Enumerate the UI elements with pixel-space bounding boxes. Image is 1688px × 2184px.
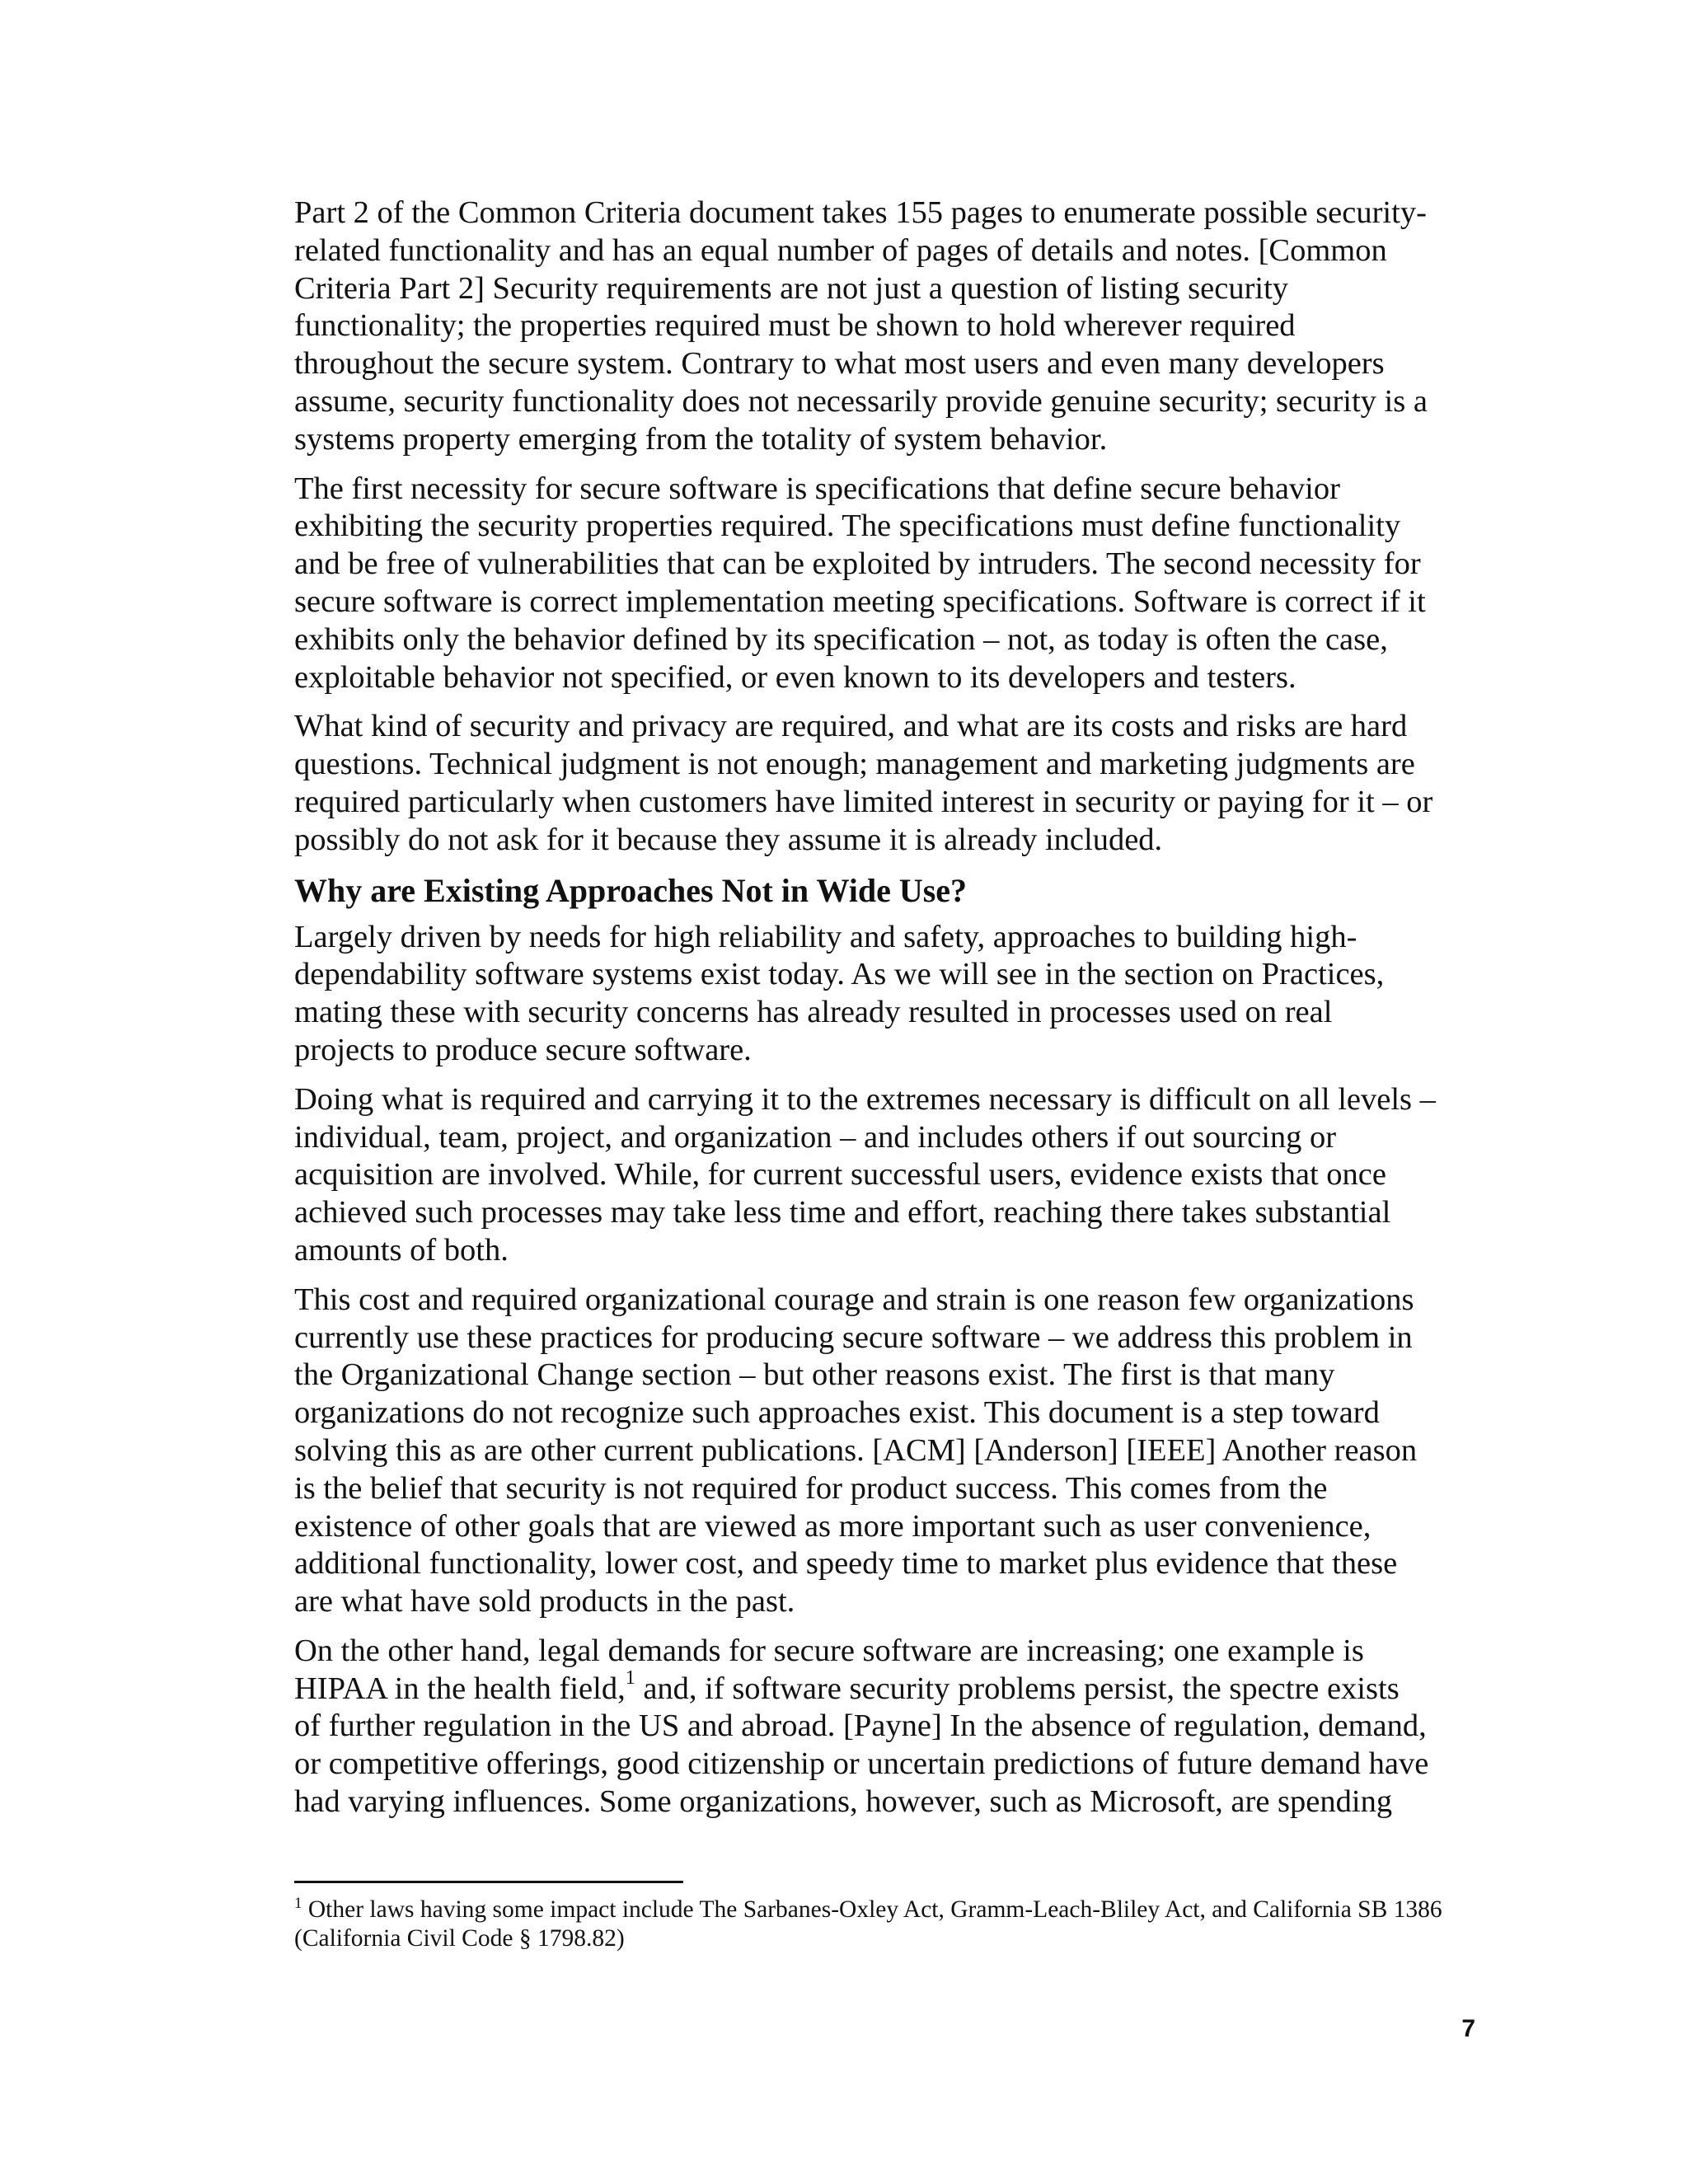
- footnote: [294, 1896, 1481, 1953]
- paragraph-first-necessity: The first necessity for secure software is specifications that define secure behavior exhibiting the security properties required. The specifications must define functionality and be free of vulnerabilities that can be exploited by intruders. The second necessity for secure software is correct implementation meeting specifications. Software is correct if it exhibits only the behavior defined by its specification – not, as today is often the case, exploitable behavior not specified, or even known to its developers and testers.: [294, 471, 1426, 695]
- paragraph-cost-courage: This cost and required organizational courage and strain is one reason few organizations currently use these practices for producing secure software – we address this problem in the Organizational Change section – but other reasons exist. The first is that many organizations do not recognize such approaches exist. This document is a step toward solving this as are other current publications. [ACM] [Anderson] [IEEE] Another reason is the belief that security is not required for product success. This comes from the existence of other goals that are viewed as more important such as user convenience, additional functionality, lower cost, and speedy time to market plus evidence that these are what have sold products in the past.: [294, 1282, 1418, 1619]
- paragraph-extremes-necessary: Doing what is required and carrying it to the extremes necessary is difficult on all levels – individual, team, project, and organization – and includes others if out sourcing or acquisition are involved. While, for current successful users, evidence exists that once achieved such processes may take less time and effort, reaching there takes substantial amounts of both.: [294, 1081, 1436, 1268]
- paragraph-common-criteria: Part 2 of the Common Criteria document takes 155 pages to enumerate possible security- related functionality and has an equal number of pages of details and notes. [Common Criteria Part 2] Security requirements are not just a question of listing security functionality; the properties required must be shown to hold wherever required throughout the secure system. Contrary to what most users and even many developers assume, security functionality does not necessarily provide genuine security; security is a systems property emerging from the totality of system behavior.: [294, 195, 1428, 457]
- footnote-separator: [294, 1881, 683, 1883]
- section-heading: Why are Existing Approaches Not in Wide Use?: [294, 871, 968, 909]
- paragraph-legal-demands: [294, 1633, 1481, 1821]
- paragraph-reliability-safety: Largely driven by needs for high reliability and safety, approaches to building high- dependability software systems exist today. As we will see in the section on Practices, mating these with security concerns has already resulted in processes used on real projects to produce secure software.: [294, 919, 1385, 1067]
- footnote-reference[interactable]: 1: [625, 1666, 635, 1689]
- page-number: 7: [1461, 2015, 1475, 2042]
- document-body: [294, 194, 1481, 1833]
- legal-demands-text-start: On the other hand, legal demands for secure software are increasing; one example is HIPAA in the health field,: [294, 1633, 1364, 1706]
- paragraph-security-privacy: What kind of security and privacy are required, and what are its costs and risks are hard questions. Technical judgment is not enough; management and marketing judgments are required particularly when customers have limited interest in security or paying for it – or possibly do not ask for it because they assume it is already included.: [294, 709, 1433, 857]
- footnote-text: Other laws having some impact include The Sarbanes-Oxley Act, Gramm-Leach-Bliley Act, and California SB 1386 (California Civil Code § 1798.82): [294, 1896, 1442, 1952]
- footnote-marker: 1: [294, 1895, 302, 1913]
- legal-demands-text-end: and, if software security problems persist, the spectre exists of further regulation in the US and abroad. [Payne] In the absence of regulation, demand, or competitive offerings, good citizenship or uncertain predictions of future demand have had varying influences. Some organizations, however, such as Microsoft, are spending: [294, 1671, 1429, 1820]
